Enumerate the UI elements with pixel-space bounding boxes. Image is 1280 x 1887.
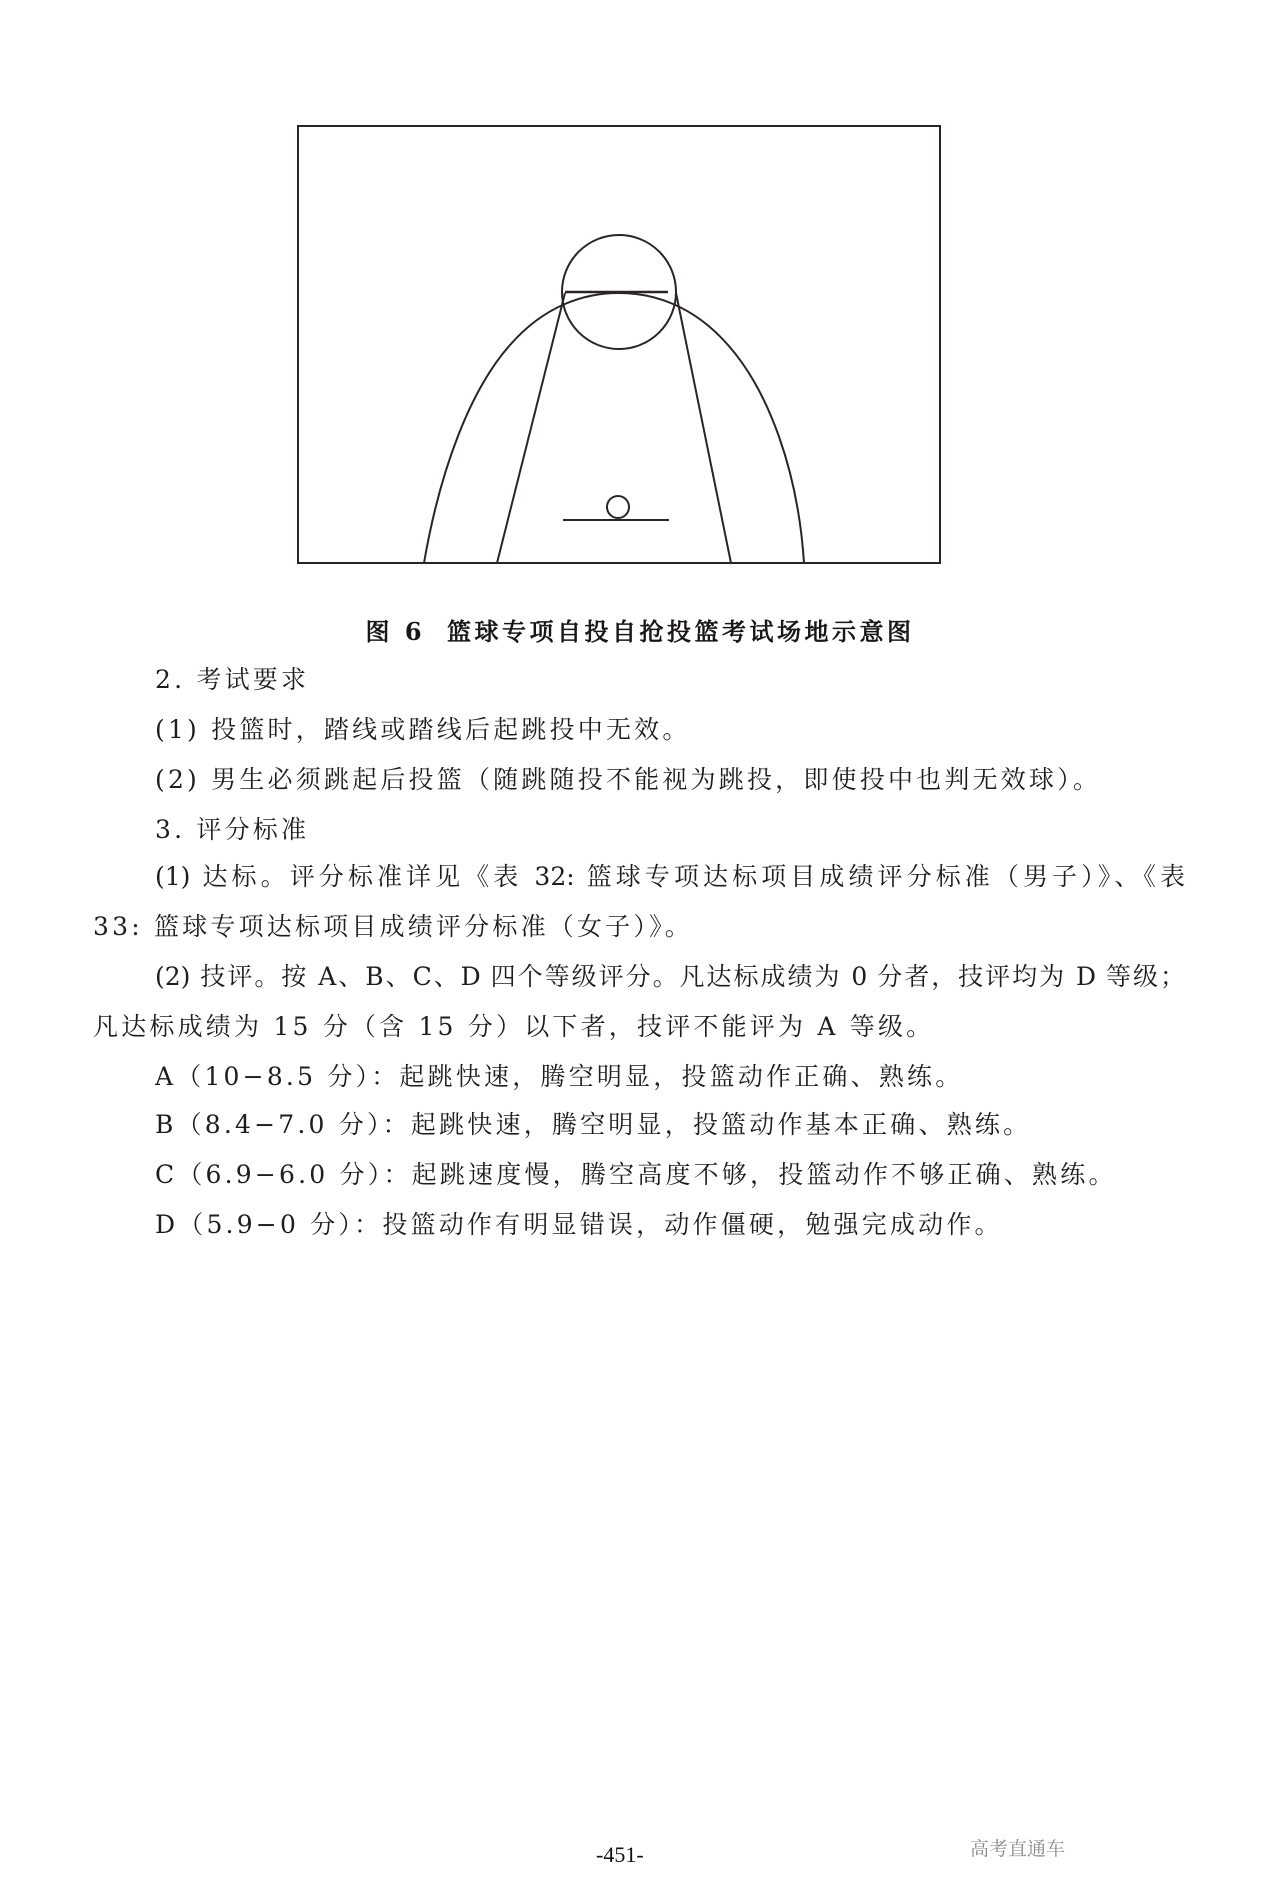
grade-c xyxy=(155,1158,1117,1192)
lane-line-right xyxy=(676,293,731,563)
grade-b-range: B（8.4−7.0 分）： xyxy=(155,1110,411,1139)
grade-d-range: D（5.9−0 分）： xyxy=(155,1210,383,1239)
shooting-arc xyxy=(424,293,804,563)
section-heading-exam-requirements: 2. 考试要求 xyxy=(155,665,310,694)
figure-caption xyxy=(0,612,1280,647)
grade-c-desc: 起跳速度慢，腾空高度不够，投篮动作不够正确、熟练。 xyxy=(411,1160,1117,1189)
grade-c-range: C（6.9−6.0 分）： xyxy=(155,1160,412,1189)
grade-b xyxy=(155,1108,1031,1142)
watermark: 高考直通车 xyxy=(970,1838,1066,1860)
scoring-item-2-line-2: 凡达标成绩为 15 分（含 15 分）以下者，技评不能评为 A 等级。 xyxy=(93,1012,935,1041)
court-boundary xyxy=(298,126,940,563)
page-number: -451- xyxy=(596,1842,644,1867)
figure-title: 篮球专项自投自抢投篮考试场地示意图 xyxy=(447,617,915,646)
figure-number: 图 6 xyxy=(365,617,426,646)
lane-line-left xyxy=(497,293,565,563)
grade-d-desc: 投篮动作有明显错误，动作僵硬，勉强完成动作。 xyxy=(382,1210,1003,1239)
grade-a xyxy=(155,1060,963,1094)
grade-a-desc: 起跳快速，腾空明显，投篮动作正确、熟练。 xyxy=(399,1062,964,1091)
basketball-court-diagram xyxy=(0,0,1280,600)
grade-a-range: A（10−8.5 分）： xyxy=(155,1062,400,1091)
scoring-item-1-line-1: (1) 达标。评分标准详见《表 32: 篮球专项达标项目成绩评分标准（男子）》、《表 xyxy=(155,862,1185,891)
grade-d xyxy=(155,1208,1003,1242)
requirement-item-2: (2) 男生必须跳起后投篮（随跳随投不能视为跳投，即使投中也判无效球）。 xyxy=(155,765,1102,794)
grade-b-desc: 起跳快速，腾空明显，投篮动作基本正确、熟练。 xyxy=(410,1110,1032,1139)
scoring-item-2-line-1: (2) 技评。按 A、B、C、D 四个等级评分。凡达标成绩为 0 分者，技评均为 D 等级； xyxy=(155,962,1185,991)
basket-ring xyxy=(607,496,629,518)
section-heading-scoring: 3. 评分标准 xyxy=(155,815,310,844)
requirement-item-1: (1) 投篮时，踏线或踏线后起跳投中无效。 xyxy=(155,715,691,744)
scoring-item-1-line-2: 33: 篮球专项达标项目成绩评分标准（女子）》。 xyxy=(93,912,693,941)
